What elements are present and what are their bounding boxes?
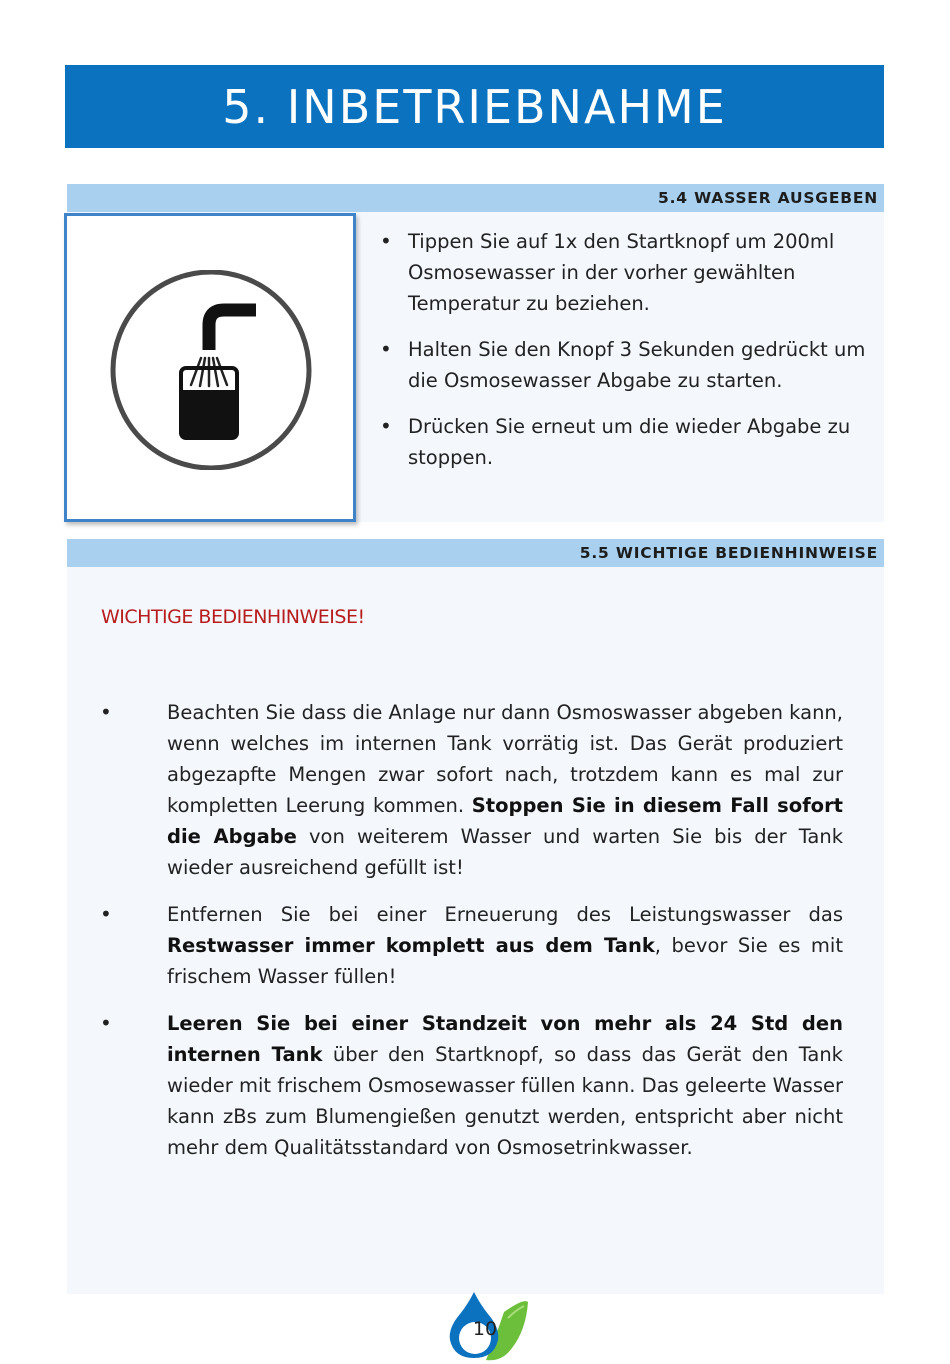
section-55-bar <box>67 539 884 567</box>
section-55-list <box>100 697 843 1179</box>
list-item: • Tippen Sie auf 1x den Startknopf um 200ml Osmosewasser in der vorher gewählten Temperatur zu beziehen. <box>380 226 870 319</box>
bold-emphasis: Restwasser immer komplett aus dem Tank <box>167 934 655 957</box>
icon-frame <box>64 213 356 522</box>
page-number: 10 <box>472 1318 498 1340</box>
section-55-heading: 5.5 WICHTIGE BEDIENHINWEISE <box>579 544 878 562</box>
list-item: • Halten Sie den Knopf 3 Sekunden gedrückt um die Osmosewasser Abgabe zu starten. <box>380 334 870 396</box>
list-item: • Leeren Sie bei einer Standzeit von mehr als 24 Std den internen Tank über den Startknopf, so dass das Gerät den Tank wieder mit frischem Osmosewasser füllen kann. Das geleerte Wasser kann zBs zum Blumengießen genutzt werden, entspricht aber nicht mehr dem Qualitätsstandard von Osmosetrinkwasser. <box>100 1008 843 1163</box>
list-item: • Entfernen Sie bei einer Erneuerung des Leistungswasser das Restwasser immer komplett aus dem Tank, bevor Sie es mit frischem Wasser füllen! <box>100 899 843 992</box>
title-bar <box>65 65 884 148</box>
section-54-list <box>380 226 870 488</box>
section-54-bar <box>67 184 884 212</box>
list-item: • Drücken Sie erneut um die wieder Abgabe zu stoppen. <box>380 411 870 473</box>
page-number-badge <box>446 1290 530 1364</box>
bold-emphasis: Stoppen Sie in diesem Fall sofort die Abgabe <box>167 794 844 848</box>
section-54-heading: 5.4 WASSER AUSGEBEN <box>658 189 878 207</box>
water-dispense-icon <box>101 270 321 470</box>
bold-emphasis: Leeren Sie bei einer Standzeit von mehr als 24 Std den internen Tank <box>167 1012 843 1066</box>
important-notice-heading: WICHTIGE BEDIENHINWEISE! <box>101 606 365 628</box>
page-title: 5. INBETRIEBNAHME <box>222 79 727 134</box>
list-item: • Beachten Sie dass die Anlage nur dann Osmoswasser abgeben kann, wenn welches im internen Tank vorrätig ist. Das Gerät produziert abgezapfte Mengen zwar sofort nach, trotzdem kann es mal zur kompletten Leerung kommen. Stoppen Sie in diesem Fall sofort die Abgabe von weiterem Wasser und warten Sie bis der Tank wieder ausreichend gefüllt ist! <box>100 697 843 883</box>
